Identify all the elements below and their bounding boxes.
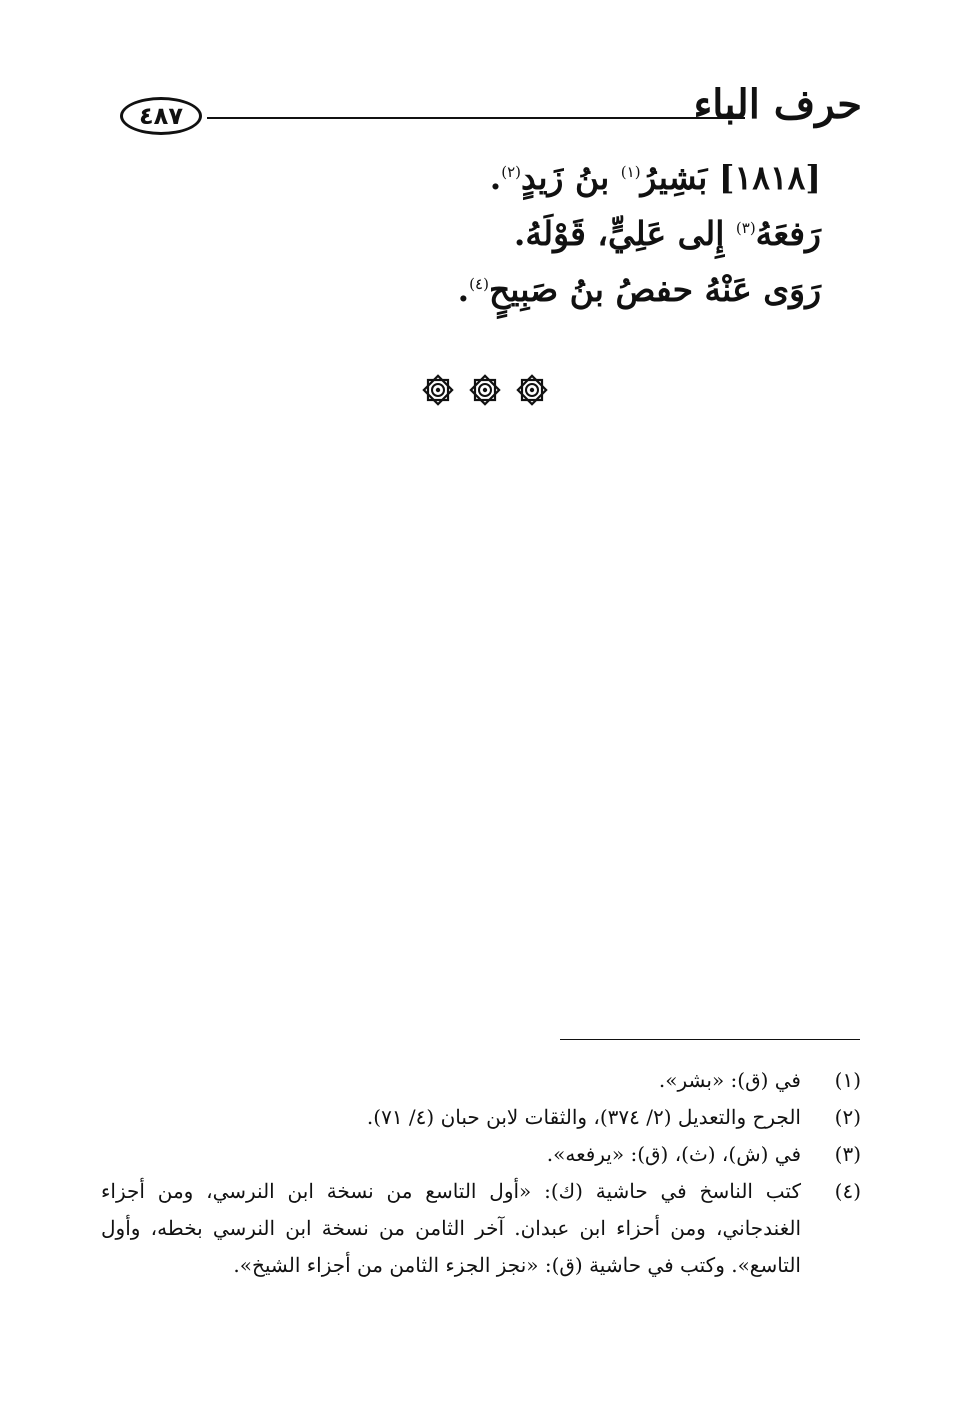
footnote-item bbox=[101, 1136, 861, 1173]
entry-name-rest: بنُ زَيدٍ bbox=[521, 158, 610, 197]
chapter-title: حرف الباء bbox=[693, 81, 862, 128]
footnote-ref-1[interactable]: (١) bbox=[620, 163, 641, 181]
entry-line3-end: . bbox=[457, 270, 470, 309]
footnote-text: كتب الناسخ في حاشية (ك): «أول التاسع من نسخة ابن النرسي، ومن أجزاء الغندجاني، ومن أحزاء ابن عبدان. آخر الثامن من نسخة ابن النرسي بخطه، وأول التاسع». وكتب في حاشية (ق): «نجز الجزء الثامن من أجزاء الشيخ». bbox=[101, 1179, 801, 1277]
footnotes bbox=[101, 1062, 861, 1284]
footnote-ref-4[interactable]: (٤) bbox=[469, 275, 489, 293]
entry-line2-a: رَفعَهُ bbox=[755, 214, 821, 253]
header-rule bbox=[207, 117, 745, 119]
footnote-item bbox=[101, 1173, 861, 1284]
footnote-text: الجرح والتعديل (٢/ ٣٧٤)، والثقات لابن حبان (٤/ ٧١). bbox=[366, 1105, 801, 1129]
footnote-item bbox=[101, 1062, 861, 1099]
entry-name-end: . bbox=[489, 158, 502, 197]
entry-line3-a: رَوَى عَنْهُ حفصُ بنُ صَبِيحٍ bbox=[488, 270, 821, 309]
footnote-text: في (ق): «بشر». bbox=[658, 1068, 801, 1092]
footnote-number: (٢) bbox=[834, 1105, 861, 1129]
entry-line-3 bbox=[121, 262, 821, 318]
footnote-number: (٣) bbox=[834, 1142, 861, 1166]
footnote-number: (١) bbox=[834, 1068, 861, 1092]
rosette-ornament-icon bbox=[467, 372, 503, 408]
footnote-item bbox=[101, 1099, 861, 1136]
rosette-ornament-icon bbox=[514, 372, 550, 408]
footnote-text: في (ش)، (ث)، (ق): «يرفعه». bbox=[546, 1142, 801, 1166]
entry-heading-line bbox=[121, 150, 821, 206]
entry-name: بَشِيرُ bbox=[640, 158, 708, 197]
footnote-number: (٤) bbox=[834, 1179, 861, 1203]
footnote-ref-3[interactable]: (٣) bbox=[735, 219, 756, 237]
entry-number: [١٨١٨] bbox=[718, 158, 821, 197]
rosette-ornament-icon bbox=[420, 372, 456, 408]
entry-line2-b: إِلى عَلِيٍّ، قَوْلَهُ. bbox=[513, 214, 725, 253]
biography-entry bbox=[121, 150, 821, 318]
page-header bbox=[110, 81, 870, 145]
section-divider bbox=[420, 368, 550, 412]
footnote-separator bbox=[560, 1039, 860, 1040]
entry-line-2 bbox=[121, 206, 821, 262]
page-number-badge: ٤٨٧ bbox=[120, 97, 202, 135]
footnote-ref-2[interactable]: (٢) bbox=[501, 163, 522, 181]
